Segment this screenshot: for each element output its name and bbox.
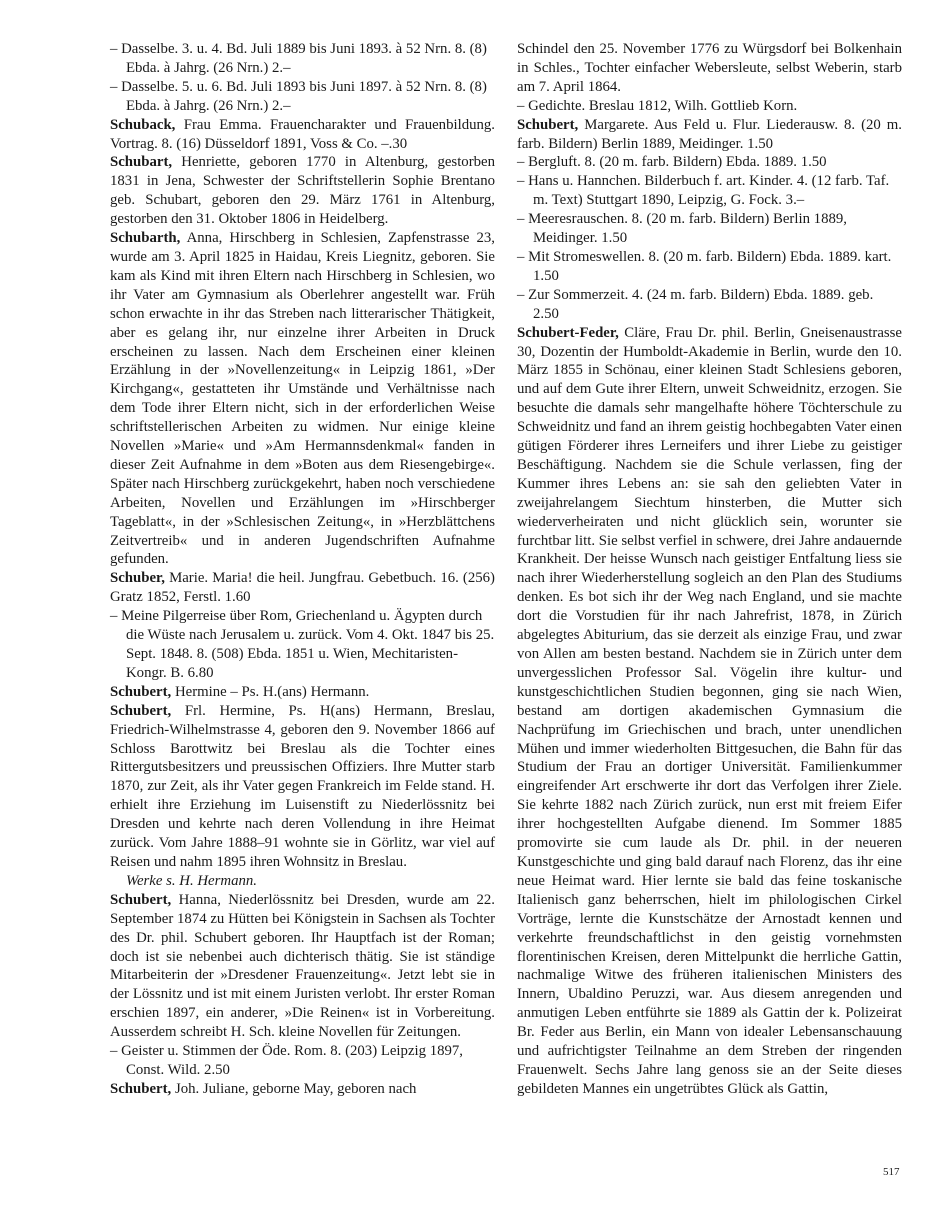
sub-entry xyxy=(517,286,902,324)
entry-text: Schindel den 25. November 1776 zu Würgsdorf bei Bolkenhain in Schles., Tochter einfacher Webersleute, selbst Weberin, starb am 7. April 1864. xyxy=(517,41,902,95)
entry xyxy=(110,891,495,1042)
entry xyxy=(110,153,495,229)
page-number: 517 xyxy=(883,1166,900,1178)
entry-text: Werke s. H. Hermann. xyxy=(126,872,257,889)
entry-text: – Bergluft. 8. (20 m. farb. Bildern) Ebda. 1889. 1.50 xyxy=(517,154,827,171)
entry-text: – Hans u. Hannchen. Bilderbuch f. art. Kinder. 4. (12 farb. Taf. m. Text) Stuttgart 1890, Leipzig, G. Fock. 3.– xyxy=(517,173,890,209)
entry-text: – Meine Pilgerreise über Rom, Griechenland u. Ägypten durch die Wüste nach Jerusalem u. zurück. Vom 4. Okt. 1847 bis 25. Sept. 1848. 8. (508) Ebda. 1851 u. Wien, Mechitaristen-Kongr. B. 6.80 xyxy=(110,608,495,681)
sub-entry xyxy=(110,40,495,78)
entry-text: – Geister u. Stimmen der Öde. Rom. 8. (203) Leipzig 1897, Const. Wild. 2.50 xyxy=(110,1043,464,1078)
entry-headword: Schubert, xyxy=(110,891,172,908)
entry-headword: Schubart, xyxy=(110,154,173,171)
entry xyxy=(110,702,495,872)
entry-headword: Schuber, xyxy=(110,570,165,587)
entry-text: Margarete. Aus Feld u. Flur. Liederausw. 8. (20 m. farb. Bildern) Berlin 1889, Meidinger. 1.50 xyxy=(517,116,902,152)
left-column xyxy=(110,40,495,1099)
entry-headword: Schubarth, xyxy=(110,230,181,247)
entry-headword: Schubert, xyxy=(110,1080,172,1097)
right-column xyxy=(517,40,902,1099)
entry-text: – Dasselbe. 3. u. 4. Bd. Juli 1889 bis Juni 1893. à 52 Nrn. 8. (8) Ebda. à Jahrg. (26 Nrn.) 2.– xyxy=(110,41,487,76)
entry-text: Hanna, Niederlössnitz bei Dresden, wurde am 22. September 1874 zu Hütten bei Königstein in Sachsen als Tochter des Dr. phil. Schubert geboren. Ihr Hauptfach ist der Roman; doch ist sie nebenbei auch dichterisch thätig. Sie ist ständige Mitarbeiterin der »Dresdener Frauenzeitung«. Jetzt lebt sie in der Lössnitz und ist mit einem Juristen verlobt. Ihr erster Roman erschien 1897, ein anderer, »Die Reinen« ist in Vorbereitung. Ausserdem schreibt H. Sch. kleine Novellen für Zeitungen. xyxy=(110,891,495,1041)
entry-text: Marie. Maria! die heil. Jungfrau. Gebetbuch. 16. (256) Gratz 1852, Ferstl. 1.60 xyxy=(110,570,495,606)
entry-text: – Mit Stromeswellen. 8. (20 m. farb. Bildern) Ebda. 1889. kart. 1.50 xyxy=(517,248,892,284)
entry xyxy=(110,683,495,702)
entry-text: Anna, Hirschberg in Schlesien, Zapfenstrasse 23, wurde am 3. April 1825 in Haidau, Kreis Liegnitz, geboren. Sie kam als Kind mit ihren Eltern nach Hirschberg in Schlesien, wo ihr Vater am Gymnasium als Oberlehrer angestellt war. Früh schon erwachte in ihr das Streben nach litterarischer Thätigkeit, aber es gelang ihr, nur einzelne ihrer Arbeiten in Druck erscheinen zu lassen. Nach dem Erscheinen einer kleinen Erzählung in der »Novellenzeitung« in Leipzig 1861, »Der Kirchgang«, gestatteten ihr Umstände und Verhältnisse nach dem Tode ihrer Eltern nicht, sich in der erforderlichen Weise schriftstellerischen Arbeiten zu widmen. Nur einige kleine Novellen »Marie« und »Am Hermannsdenkmal« fanden in dieser Zeit Aufnahme in dem »Boten aus dem Riesengebirge«. Später nach Hirschberg zurückgekehrt, haben noch verschiedene Arbeiten, Novellen und Erzählungen im »Hirschberger Tageblatt«, in der »Schlesischen Zeitung«, in »Herzblättchens Zeitvertreib« und in anderen Jugendschriften Aufnahme gefunden. xyxy=(110,230,495,568)
continued-entry xyxy=(517,40,902,97)
entry-text: – Dasselbe. 5. u. 6. Bd. Juli 1893 bis Juni 1897. à 52 Nrn. 8. (8) Ebda. à Jahrg. (26 Nrn.) 2.– xyxy=(110,78,487,114)
entry xyxy=(110,116,495,154)
sub-entry xyxy=(110,1042,495,1080)
entry-headword: Schubert-Feder, xyxy=(517,324,619,341)
entry-text: – Zur Sommerzeit. 4. (24 m. farb. Bildern) Ebda. 1889. geb. 2.50 xyxy=(517,286,874,322)
entry-text: Frau Emma. Frauencharakter und Frauenbildung. Vortrag. 8. (16) Düsseldorf 1891, Voss & Co. –.30 xyxy=(110,116,495,152)
sub-entry xyxy=(517,97,902,116)
entry-text: Joh. Juliane, geborne May, geboren nach xyxy=(171,1080,417,1097)
entry-headword: Schubert, xyxy=(110,702,172,719)
entry-headword: Schubert, xyxy=(110,683,172,700)
entry-text: Hermine – Ps. H.(ans) Hermann. xyxy=(171,683,370,700)
entry xyxy=(110,1080,495,1099)
entry-text: Henriette, geboren 1770 in Altenburg, gestorben 1831 in Jena, Schwester der Schriftstellerin Sophie Brentano geb. Schubart, geboren den 29. März 1761 in Altenburg, gestorben den 31. Oktober 1806 in Heidelberg. xyxy=(110,154,495,228)
sub-entry xyxy=(517,248,902,286)
entry xyxy=(517,116,902,154)
entry-text: Cläre, Frau Dr. phil. Berlin, Gneisenaustrasse 30, Dozentin der Humboldt-Akademie in Berlin, wurde den 10. März 1855 in Schönau, einer kleinen Stadt Schlesiens geboren, und auf dem Gute ihrer Eltern, unweit Schweidnitz, erzogen. Sie besuchte die damals sehr mangelhafte höhere Töchterschule zu Schweidnitz und fand an ihrem geistig hochbegabten Vater einen gütigen Förderer ihres Lerneifers und ihrer Liebe zu geistiger Beschäftigung. Nachdem sie die Schule verlassen, fing der Kummer ihres Lebens an: sie sah den geliebten Vater in zweijahrelangem Siechtum hinsterben, die Mutter sich wiederverheiraten und nicht glücklich sein, worunter sie furchtbar litt. Sie selbst verfiel in schwere, drei Jahre andauernde Krankheit. Der heisse Wunsch nach geistiger Entfaltung liess sie nach ihrer Wiederherstellung sogleich an den Plan des Studiums denken. Es bot sich ihr der Weg nach England, und sie machte dort die Vorstudien für ihr nach Jahrefrist, 1878, in Zürich abgelegtes Abiturium, das sie derzeit als einzige Frau, und zwar von Allen am besten bestand. Nachdem sie in Zürich unter dem unvergesslichen Professor Sal. Vögelin ihre kultur- und kunstgeschichtlichen Studien begonnen, ging sie nach Wien, bestand am dortigen akademischen Gymnasium die Nachprüfung im Griechischen und brach, unter unendlichen Mühen und immer wiederholten Bittgesuchen, die Bahn für das Studium der Frau an dortiger Universität. Familienkummer eingreifender Art erschwerte ihr dort das Verfolgen ihrer Ziele. Sie kehrte 1882 nach Zürich zurück, nun erst mit freiem Eifer ihrer hochgestellten Aufgabe dienend. Im Sommer 1885 promovirte sie cum laude als Dr. phil. in der neueren Kunstgeschichte und ging bald darauf nach Florenz, das ihr eine neue Heimat ward. Hier lernte sie bald das feine toskanische Italienisch ganz beherrschen, hielt im philologischen Cirkel Vorträge, lernte die Kunstschätze der Arnostadt kennen und verkehrte freundschaftlichst in den geistig vornehmsten florentinischen Kreisen, deren Mittelpunkt die herrliche Gattin, nachmalige Witwe des früheren italienischen Ministers des Innern, Ubaldino Peruzzi, war. Aus diesem anregenden und anmutigen Leben entführte sie 1889 als Gattin der k. Polizeirat Br. Feder aus Berlin, ein Mann von idealer Lebensanschauung und aufrichtigster Teilnahme an dem Streben der ringenden Frauenwelt. Sechs Jahre lang genoss sie an der Seite dieses gebildeten Mannes ein ungetrübtes Glück als Gattin, xyxy=(517,324,902,1097)
entry-text: Frl. Hermine, Ps. H(ans) Hermann, Breslau, Friedrich-Wilhelmstrasse 4, geboren den 9. November 1866 auf Schloss Barottwitz bei Breslau als die Tochter eines Rittergutsbesitzers und preussischen Offiziers. Ihre Mutter starb 1870, zur Zeit, als ihr Vater gegen Frankreich im Felde stand. H. erhielt ihre Erziehung im Luisenstift zu Niederlössnitz bei Dresden und kehrte nach deren Vollendung in ihre Heimat zurück. Vom Jahre 1888–91 wohnte sie in Görlitz, war viel auf Reisen und nahm 1895 ihren Wohnsitz in Breslau. xyxy=(110,702,495,870)
entry xyxy=(110,569,495,607)
entry-headword: Schuback, xyxy=(110,116,176,133)
entry-text: – Meeresrauschen. 8. (20 m. farb. Bildern) Berlin 1889, Meidinger. 1.50 xyxy=(517,211,847,247)
sub-entry xyxy=(517,153,902,172)
sub-entry xyxy=(517,210,902,248)
entry xyxy=(517,324,902,1099)
entry-headword: Schubert, xyxy=(517,116,579,133)
sub-entry xyxy=(517,172,902,210)
entry-text: – Gedichte. Breslau 1812, Wilh. Gottlieb Korn. xyxy=(517,97,798,114)
works-reference xyxy=(110,872,495,891)
sub-entry xyxy=(110,78,495,116)
sub-entry xyxy=(110,607,495,683)
entry xyxy=(110,229,495,569)
